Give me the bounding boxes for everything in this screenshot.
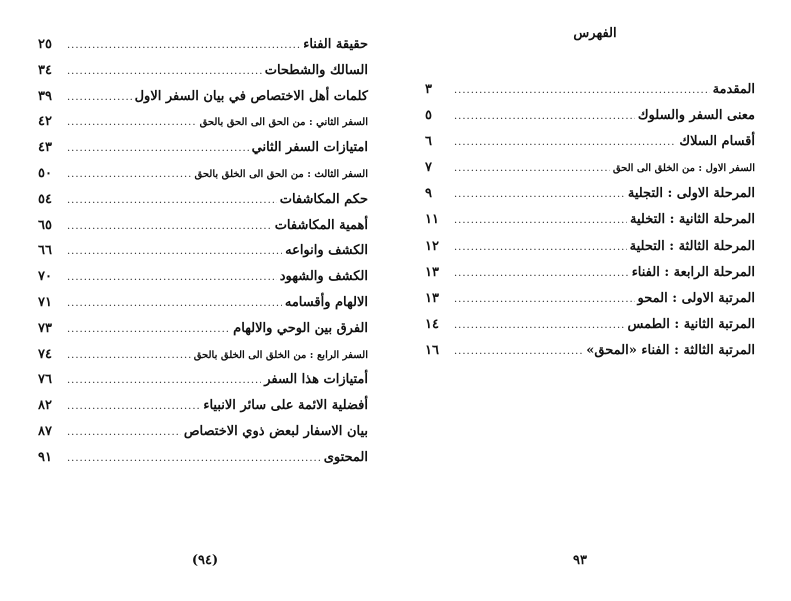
toc-leader-dots: [454, 313, 625, 339]
toc-leader-dots: [454, 130, 676, 156]
right-page: [395, 0, 791, 601]
toc-entry-page-number: ١٣: [425, 264, 439, 280]
toc-entry-title: أقسام السلاك: [679, 134, 755, 150]
toc-leader-dots: [454, 235, 627, 261]
toc-entry: [425, 207, 755, 233]
toc-entry: [38, 58, 368, 84]
toc-entry-title: المرحلة الرابعة : الفناء: [631, 264, 755, 280]
toc-entry-title: السفر الاول : من الخلق الى الحق: [612, 163, 755, 175]
toc-entry: [425, 129, 755, 155]
toc-entry-title: المرحلة الثالثة : التحلية: [629, 238, 755, 254]
toc-leader-dots: [67, 446, 321, 472]
toc-entry: [425, 155, 755, 181]
toc-entry: [38, 264, 368, 290]
toc-entry-title: أمتيازات هذا السفر: [264, 372, 368, 388]
toc-entry-page-number: ٨٧: [38, 423, 52, 439]
toc-entry: [38, 32, 368, 58]
toc-leader-dots: [67, 188, 277, 214]
toc-entry: [38, 109, 368, 135]
toc-entry-title: بيان الاسفار لبعض ذوي الاختصاص: [183, 423, 368, 439]
toc-entry-page-number: ٤٢: [38, 114, 52, 130]
toc-entry-title: الالهام وأقسامه: [284, 294, 368, 310]
toc-leader-dots: [67, 291, 282, 317]
toc-entry-title: معنى السفر والسلوك: [637, 108, 755, 124]
toc-leader-dots: [67, 420, 181, 446]
toc-entry-title: المرتبة الاولى : المحو: [637, 290, 755, 306]
toc-entry: [38, 393, 368, 419]
toc-entry-page-number: ١٦: [425, 342, 439, 358]
toc-entry-page-number: ٥٤: [38, 191, 52, 207]
toc-leader-dots: [67, 317, 230, 343]
toc-entry-page-number: ٥٠: [38, 165, 52, 181]
index-heading: الفهرس: [573, 26, 617, 41]
toc-leader-dots: [454, 156, 610, 182]
toc-leader-dots: [67, 368, 261, 394]
toc-entry-title: السالك والشطحات: [264, 62, 368, 78]
left-toc-list: [38, 32, 368, 471]
left-page: [0, 0, 395, 601]
toc-entry: [38, 84, 368, 110]
toc-entry-page-number: ٧١: [38, 294, 52, 310]
toc-entry-title: الكشف والشهود: [279, 269, 368, 285]
toc-entry: [425, 286, 755, 312]
toc-entry-title: كلمات أهل الاختصاص في بيان السفر الاول: [134, 88, 368, 104]
toc-leader-dots: [67, 110, 197, 136]
toc-leader-dots: [67, 239, 282, 265]
toc-entry: [425, 103, 755, 129]
toc-entry-title: السفر الرابع : من الخلق الى الخلق بالحق: [193, 349, 368, 361]
toc-leader-dots: [67, 265, 277, 291]
toc-entry-page-number: ٢٥: [38, 37, 52, 52]
toc-leader-dots: [67, 136, 249, 162]
toc-entry-title: الفرق بين الوحي والالهام: [233, 320, 368, 336]
toc-entry-page-number: ٧٠: [38, 269, 52, 285]
toc-entry: [38, 135, 368, 161]
toc-entry-title: الكشف وانواعه: [285, 243, 368, 259]
toc-leader-dots: [67, 343, 191, 369]
toc-entry: [425, 338, 755, 364]
toc-entry-page-number: ٩١: [38, 449, 52, 465]
toc-leader-dots: [454, 182, 625, 208]
toc-entry-page-number: ١١: [425, 212, 439, 228]
toc-leader-dots: [67, 33, 300, 59]
toc-entry: [425, 77, 755, 103]
toc-entry-page-number: ٦٦: [38, 243, 52, 259]
toc-leader-dots: [67, 394, 200, 420]
toc-entry: [38, 367, 368, 393]
toc-entry-title: أفضلية الائمة على سائر الانبياء: [203, 398, 368, 414]
toc-leader-dots: [67, 85, 132, 111]
toc-entry-title: المرتبة الثانية : الطمس: [627, 316, 755, 332]
toc-entry-title: حكم المكاشفات: [279, 191, 368, 207]
toc-entry-title: السفر الثاني : من الحق الى الحق بالحق: [199, 117, 368, 129]
toc-entry: [38, 419, 368, 445]
toc-entry-page-number: ٦٥: [38, 217, 52, 233]
toc-entry-page-number: ٨٢: [38, 398, 52, 414]
toc-entry: [38, 445, 368, 471]
toc-entry: [425, 312, 755, 338]
toc-entry-page-number: ٧٤: [38, 346, 52, 362]
toc-entry-page-number: ٤٣: [38, 140, 52, 156]
toc-entry-title: المرحلة الاولى : التجلية: [627, 186, 755, 202]
toc-entry: [38, 187, 368, 213]
toc-entry: [38, 290, 368, 316]
toc-entry-title: امتيازات السفر الثاني: [251, 140, 368, 156]
toc-entry-page-number: ٦: [425, 134, 432, 150]
toc-entry-title: حقيقة الفناء: [303, 37, 368, 52]
toc-entry-page-number: ٧: [425, 160, 432, 176]
toc-entry: [425, 260, 755, 286]
toc-leader-dots: [454, 104, 635, 130]
toc-leader-dots: [454, 208, 627, 234]
toc-entry: [38, 161, 368, 187]
toc-entry-page-number: ١٢: [425, 238, 439, 254]
toc-entry-title: المرتبة الثالثة : الفناء «المحق»: [586, 342, 755, 358]
toc-leader-dots: [67, 59, 262, 85]
toc-entry: [425, 181, 755, 207]
left-page-number: (٩٤): [191, 553, 219, 568]
toc-entry-title: المرحلة الثانية : التخلية: [630, 212, 755, 228]
toc-entry: [38, 316, 368, 342]
toc-entry: [425, 234, 755, 260]
toc-entry-title: المحتوى: [323, 449, 368, 465]
toc-entry-page-number: ١٣: [425, 290, 439, 306]
toc-entry-title: المقدمة: [712, 82, 755, 97]
toc-entry: [38, 238, 368, 264]
toc-entry-page-number: ٣٩: [38, 88, 52, 104]
toc-entry-page-number: ٧٣: [38, 320, 52, 336]
toc-entry-page-number: ٣٤: [38, 62, 52, 78]
toc-entry-page-number: ٣: [425, 82, 432, 97]
toc-entry: [38, 342, 368, 368]
toc-entry-title: أهمية المكاشفات: [274, 217, 368, 233]
toc-entry-page-number: ٧٦: [38, 372, 52, 388]
toc-leader-dots: [67, 162, 192, 188]
right-page-number: ٩٣: [573, 553, 587, 568]
toc-leader-dots: [454, 261, 629, 287]
toc-entry-page-number: ٩: [425, 186, 432, 202]
toc-leader-dots: [454, 287, 635, 313]
toc-leader-dots: [454, 78, 710, 104]
toc-leader-dots: [67, 214, 272, 240]
toc-entry-title: السفر الثالث : من الحق الى الخلق بالحق: [194, 168, 368, 180]
toc-entry: [38, 213, 368, 239]
toc-leader-dots: [454, 339, 583, 365]
toc-entry-page-number: ١٤: [425, 316, 439, 332]
right-toc-list: [425, 77, 755, 364]
toc-entry-page-number: ٥: [425, 108, 432, 124]
